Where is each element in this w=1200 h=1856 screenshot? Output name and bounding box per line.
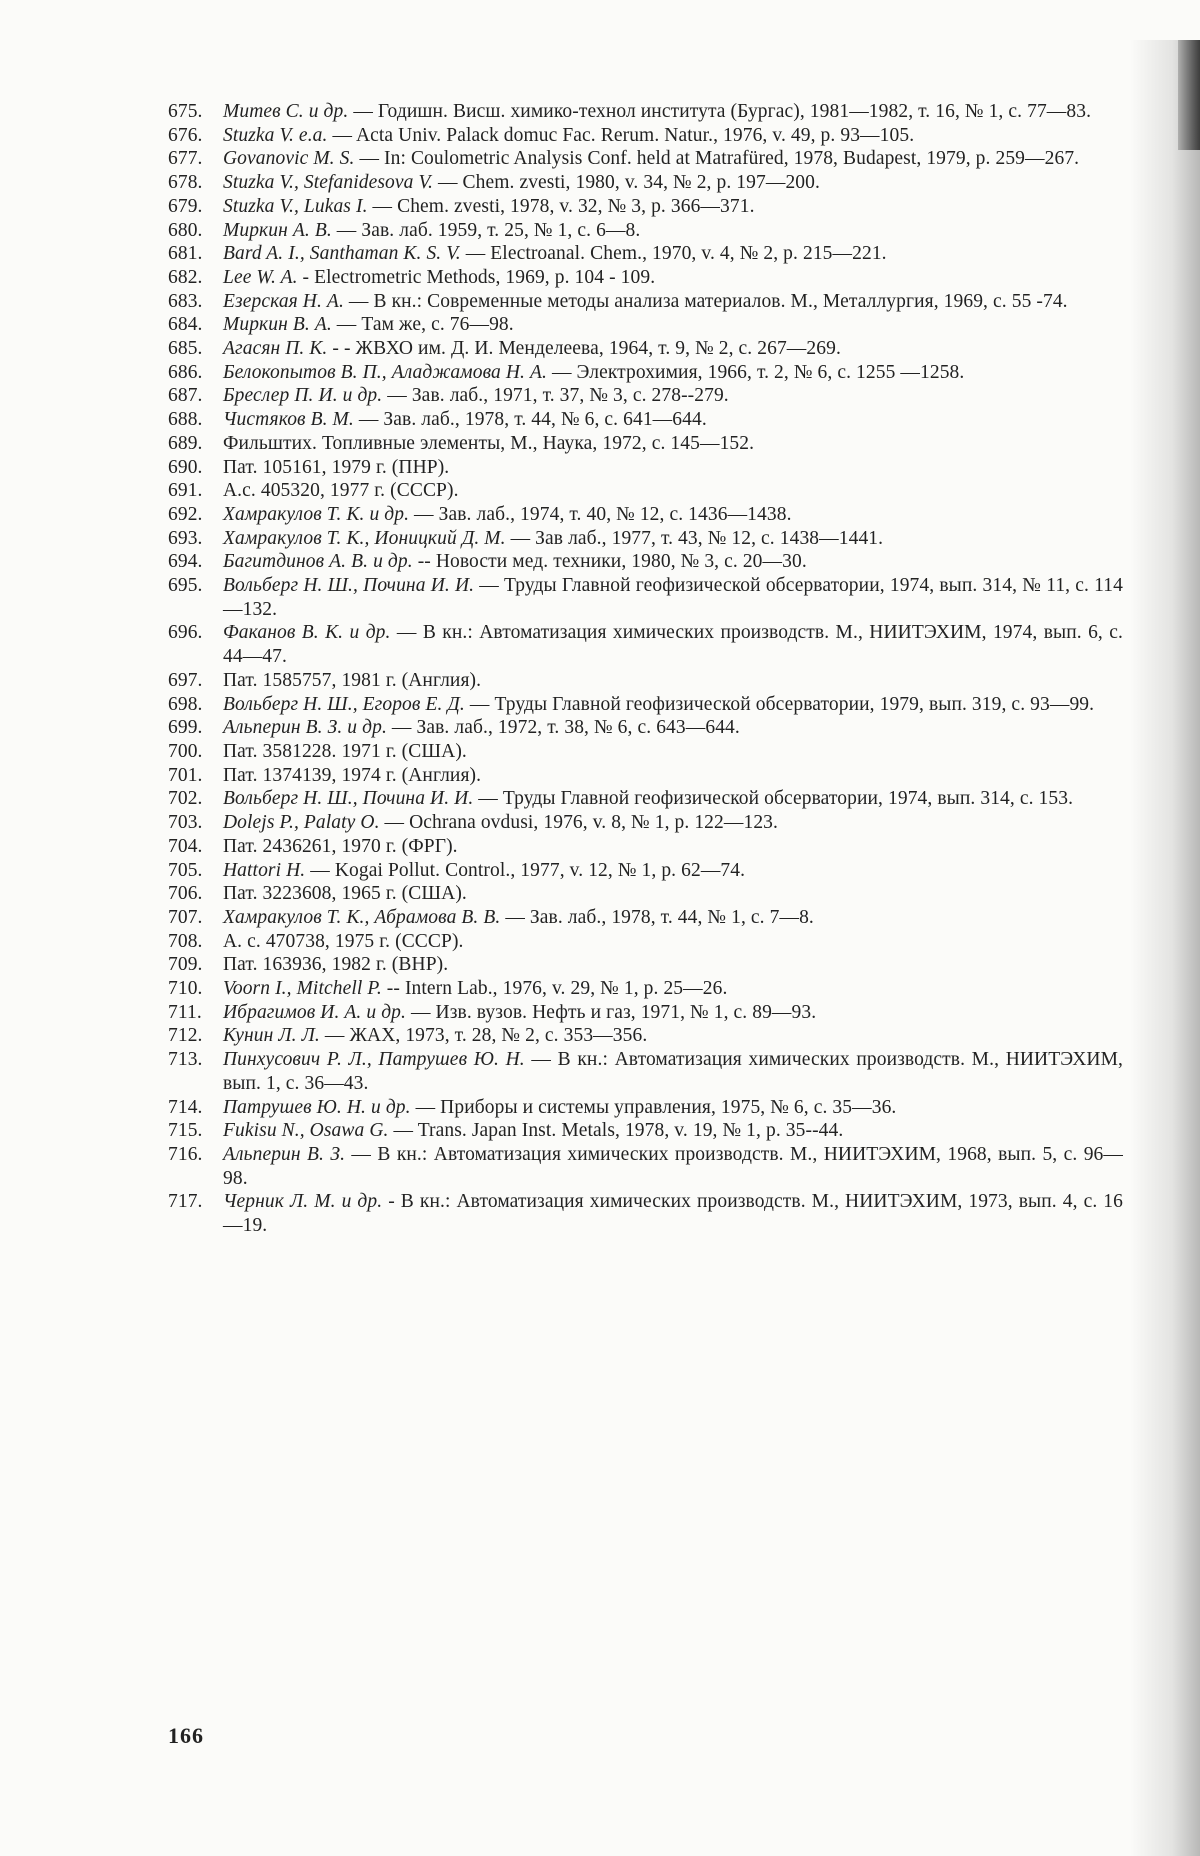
reference-source: — Trans. Japan Inst. Metals, 1978, v. 19, № 1, p. 35--44. <box>388 1120 844 1142</box>
reference-authors: Патрушев Ю. Н. и др. <box>223 1096 411 1118</box>
reference-source: Пат. 3581228. 1971 г. (США). <box>223 740 467 762</box>
reference-item <box>168 716 1123 740</box>
reference-number: 690. <box>168 456 203 478</box>
reference-number: 682. <box>168 266 203 288</box>
reference-source: — Приборы и системы управления, 1975, № 6, с. 35—36. <box>410 1096 897 1118</box>
reference-number: 688. <box>168 409 203 431</box>
page-number: 166 <box>168 1723 204 1748</box>
reference-number: 686. <box>168 361 203 383</box>
reference-authors: Багитдинов А. В. и др. <box>223 551 413 573</box>
reference-item <box>168 432 1123 456</box>
reference-number: 699. <box>168 717 203 739</box>
reference-number: 705. <box>168 859 203 881</box>
reference-authors: Fukisu N., Osawa G. <box>223 1120 389 1142</box>
reference-source: Пат. 1374139, 1974 г. (Англия). <box>223 764 482 786</box>
reference-source: — In: Coulometric Analysis Conf. held at Matrafüred, 1978, Budapest, 1979, p. 259—267. <box>354 148 1080 170</box>
reference-number: 675. <box>168 101 203 122</box>
reference-authors: Stuzka V., Stefanidesova V. <box>223 172 433 194</box>
reference-source: Пат. 163936, 1982 г. (ВНР). <box>223 954 449 976</box>
reference-item <box>168 835 1123 859</box>
reference-item <box>168 811 1123 835</box>
reference-item <box>168 1143 1123 1190</box>
reference-number: 716. <box>168 1143 203 1165</box>
reference-source: — Годишн. Висш. химико-технол института (Бургас), 1981—1982, т. 16, № 1, с. 77—83. <box>348 101 1092 122</box>
reference-item <box>168 977 1123 1001</box>
reference-item <box>168 764 1123 788</box>
reference-source: — В кн.: Современные методы анализа материалов. М., Металлургия, 1969, с. 55 -74. <box>343 290 1068 312</box>
reference-source: — Труды Главной геофизической обсерватории, 1974, вып. 314, № 11, с. 114—132. <box>223 575 1124 620</box>
reference-item <box>168 859 1123 883</box>
reference-authors: Митев С. и др. <box>223 101 349 122</box>
reference-number: 697. <box>168 669 203 691</box>
page-gutter-shadow <box>1130 40 1200 1856</box>
reference-item <box>168 1096 1123 1120</box>
reference-authors: Hattori H. <box>223 859 306 881</box>
reference-list <box>168 100 1123 1238</box>
reference-item <box>168 621 1123 668</box>
reference-item <box>168 550 1123 574</box>
reference-authors: Чистяков В. М. <box>223 409 354 431</box>
reference-source: А. с. 470738, 1975 г. (СССР). <box>223 930 464 952</box>
reference-item <box>168 290 1123 314</box>
reference-item <box>168 171 1123 195</box>
reference-item <box>168 479 1123 503</box>
reference-item <box>168 669 1123 693</box>
reference-number: 701. <box>168 764 203 786</box>
reference-number: 684. <box>168 314 203 336</box>
reference-source: Пат. 105161, 1979 г. (ПНР). <box>223 456 450 478</box>
reference-number: 691. <box>168 480 203 502</box>
reference-number: 708. <box>168 930 203 952</box>
reference-number: 710. <box>168 978 203 1000</box>
reference-item <box>168 195 1123 219</box>
reference-number: 711. <box>168 1001 202 1023</box>
reference-authors: Альперин В. З. <box>223 1143 346 1165</box>
reference-item <box>168 930 1123 954</box>
reference-item <box>168 124 1123 148</box>
reference-authors: Факанов В. К. и др. <box>223 622 391 644</box>
reference-number: 712. <box>168 1025 203 1047</box>
reference-item <box>168 408 1123 432</box>
reference-source: -- Intern Lab., 1976, v. 29, № 1, p. 25—26. <box>381 978 728 1000</box>
reference-item <box>168 100 1123 124</box>
reference-authors: Вольберг Н. Ш., Почина И. И. <box>223 575 475 597</box>
reference-source: — В кн.: Автоматизация химических производств. М., НИИТЭХИМ, 1968, вып. 5, с. 96—98. <box>223 1143 1123 1189</box>
reference-number: 677. <box>168 148 203 170</box>
reference-number: 703. <box>168 812 203 834</box>
reference-number: 709. <box>168 954 203 976</box>
reference-number: 693. <box>168 527 203 549</box>
reference-authors: Езерская Н. А. <box>223 290 344 312</box>
reference-source: - Electrometric Methods, 1969, p. 104 - 109. <box>297 266 656 288</box>
reference-item <box>168 219 1123 243</box>
reference-source: — ЖАХ, 1973, т. 28, № 2, с. 353—356. <box>319 1025 648 1047</box>
reference-authors: Кунин Л. Л. <box>223 1025 320 1047</box>
reference-number: 683. <box>168 290 203 312</box>
reference-item <box>168 787 1123 811</box>
reference-source: — Там же, с. 76—98. <box>331 314 514 336</box>
reference-authors: Dolejs P., Palaty O. <box>223 812 380 834</box>
reference-number: 702. <box>168 788 203 810</box>
reference-source: — Зав. лаб., 1972, т. 38, № 6, с. 643—644. <box>386 717 740 739</box>
reference-item <box>168 266 1123 290</box>
reference-source: -- Новости мед. техники, 1980, № 3, с. 20—30. <box>412 551 807 573</box>
reference-number: 685. <box>168 338 203 360</box>
reference-source: Фильштих. Топливные элементы, М., Наука, 1972, с. 145—152. <box>223 432 755 454</box>
reference-number: 715. <box>168 1120 203 1142</box>
reference-source: Пат. 2436261, 1970 г. (ФРГ). <box>223 835 458 857</box>
reference-number: 714. <box>168 1096 203 1118</box>
reference-item <box>168 527 1123 551</box>
reference-number: 696. <box>168 622 203 644</box>
reference-source: — Труды Главной геофизической обсерватории, 1974, вып. 314, с. 153. <box>473 788 1074 810</box>
reference-source: — Electroanal. Chem., 1970, v. 4, № 2, p. 215—221. <box>460 243 887 265</box>
reference-number: 676. <box>168 124 203 146</box>
reference-source: — В кн.: Автоматизация химических производств. М., НИИТЭХИМ, 1974, вып. 6, с. 44—47. <box>223 622 1123 668</box>
reference-authors: Stuzka V., Lukas I. <box>223 195 368 217</box>
reference-authors: Белокопытов В. П., Аладжамова Н. А. <box>223 361 547 383</box>
reference-source: — Электрохимия, 1966, т. 2, № 6, с. 1255 —1258. <box>546 361 965 383</box>
reference-item <box>168 147 1123 171</box>
reference-authors: Вольберг Н. Ш., Почина И. И. <box>223 788 474 810</box>
reference-authors: Вольберг Н. Ш., Егоров Е. Д. <box>223 693 465 715</box>
reference-source: — Acta Univ. Palack domuc Fac. Rerum. Natur., 1976, v. 49, p. 93—105. <box>327 124 915 146</box>
reference-authors: Хамракулов Т. К. и др. <box>223 503 410 525</box>
reference-item <box>168 242 1123 266</box>
reference-source: — Зав. лаб., 1974, т. 40, № 12, с. 1436—1438. <box>409 503 792 525</box>
reference-authors: Bard A. I., Santhaman K. S. V. <box>223 243 461 265</box>
reference-authors: Lee W. A. <box>223 266 298 288</box>
reference-source: — Изв. вузов. Нефть и газ, 1971, № 1, с. 89—93. <box>406 1001 817 1023</box>
reference-number: 698. <box>168 693 203 715</box>
reference-item <box>168 313 1123 337</box>
reference-source: — Труды Главной геофизической обсерватории, 1979, вып. 319, с. 93—99. <box>464 693 1095 715</box>
reference-item <box>168 953 1123 977</box>
reference-item <box>168 693 1123 717</box>
reference-source: Пат. 1585757, 1981 г. (Англия). <box>223 669 482 691</box>
reference-number: 717. <box>168 1191 203 1213</box>
reference-item <box>168 1024 1123 1048</box>
reference-source: — Зав. лаб., 1978, т. 44, № 6, с. 641—644. <box>353 409 707 431</box>
reference-authors: Бреслер П. И. и др. <box>223 385 383 407</box>
reference-source: — Chem. zvesti, 1978, v. 32, № 3, p. 366—371. <box>367 195 755 217</box>
reference-number: 704. <box>168 835 203 857</box>
reference-item <box>168 1001 1123 1025</box>
reference-source: - - ЖВХО им. Д. И. Менделеева, 1964, т. 9, № 2, с. 267—269. <box>327 338 841 360</box>
reference-source: — Зав лаб., 1977, т. 43, № 12, с. 1438—1441. <box>505 527 884 549</box>
reference-item <box>168 1119 1123 1143</box>
reference-authors: Govanovic M. S. <box>223 148 355 170</box>
page-edge-mark <box>1178 40 1200 150</box>
reference-number: 687. <box>168 385 203 407</box>
reference-source: — В кн.: Автоматизация химических производств. М., НИИТЭХИМ, вып. 1, с. 36—43. <box>223 1049 1124 1094</box>
reference-authors: Хамракулов Т. К., Абрамова В. В. <box>223 906 501 928</box>
reference-item <box>168 740 1123 764</box>
reference-number: 689. <box>168 432 203 454</box>
reference-number: 679. <box>168 195 203 217</box>
reference-source: — Зав. лаб., 1978, т. 44, № 1, с. 7—8. <box>500 906 814 928</box>
reference-number: 713. <box>168 1049 203 1071</box>
reference-item <box>168 456 1123 480</box>
reference-number: 678. <box>168 172 203 194</box>
reference-item <box>168 503 1123 527</box>
reference-source: — Ochrana ovdusi, 1976, v. 8, № 1, p. 122—123. <box>379 812 779 834</box>
reference-source: А.с. 405320, 1977 г. (СССР). <box>223 480 459 502</box>
reference-authors: Миркин А. В. <box>223 219 332 241</box>
reference-authors: Ибрагимов И. А. и др. <box>223 1001 406 1023</box>
reference-item <box>168 882 1123 906</box>
reference-number: 692. <box>168 503 203 525</box>
reference-number: 680. <box>168 219 203 241</box>
reference-source: Пат. 3223608, 1965 г. (США). <box>223 883 467 905</box>
reference-authors: Альперин В. З. и др. <box>223 717 387 739</box>
reference-authors: Пинхусович Р. Л., Патрушев Ю. Н. <box>223 1049 525 1071</box>
reference-number: 694. <box>168 551 203 573</box>
reference-authors: Миркин В. А. <box>223 314 332 336</box>
reference-item <box>168 574 1123 621</box>
reference-item <box>168 1048 1123 1095</box>
reference-item <box>168 384 1123 408</box>
reference-source: - В кн.: Автоматизация химических производств. М., НИИТЭХИМ, 1973, вып. 4, с. 16—19. <box>223 1191 1123 1237</box>
reference-number: 706. <box>168 883 203 905</box>
reference-number: 681. <box>168 243 203 265</box>
reference-item <box>168 1190 1123 1237</box>
reference-authors: Агасян П. К. <box>223 338 328 360</box>
reference-source: — Chem. zvesti, 1980, v. 34, № 2, p. 197—200. <box>432 172 820 194</box>
reference-source: — Kogai Pollut. Control., 1977, v. 12, № 1, p. 62—74. <box>305 859 746 881</box>
reference-item <box>168 361 1123 385</box>
reference-source: — Зав. лаб. 1959, т. 25, № 1, с. 6—8. <box>331 219 641 241</box>
reference-number: 695. <box>168 575 203 597</box>
reference-authors: Черник Л. М. и др. <box>223 1191 383 1213</box>
reference-item <box>168 906 1123 930</box>
reference-authors: Voorn I., Mitchell P. <box>223 978 382 1000</box>
reference-number: 700. <box>168 740 203 762</box>
reference-source: — Зав. лаб., 1971, т. 37, № 3, с. 278--279. <box>382 385 729 407</box>
reference-number: 707. <box>168 906 203 928</box>
reference-authors: Хамракулов Т. К., Ионицкий Д. М. <box>223 527 506 549</box>
reference-item <box>168 337 1123 361</box>
reference-authors: Stuzka V. e.a. <box>223 124 328 146</box>
